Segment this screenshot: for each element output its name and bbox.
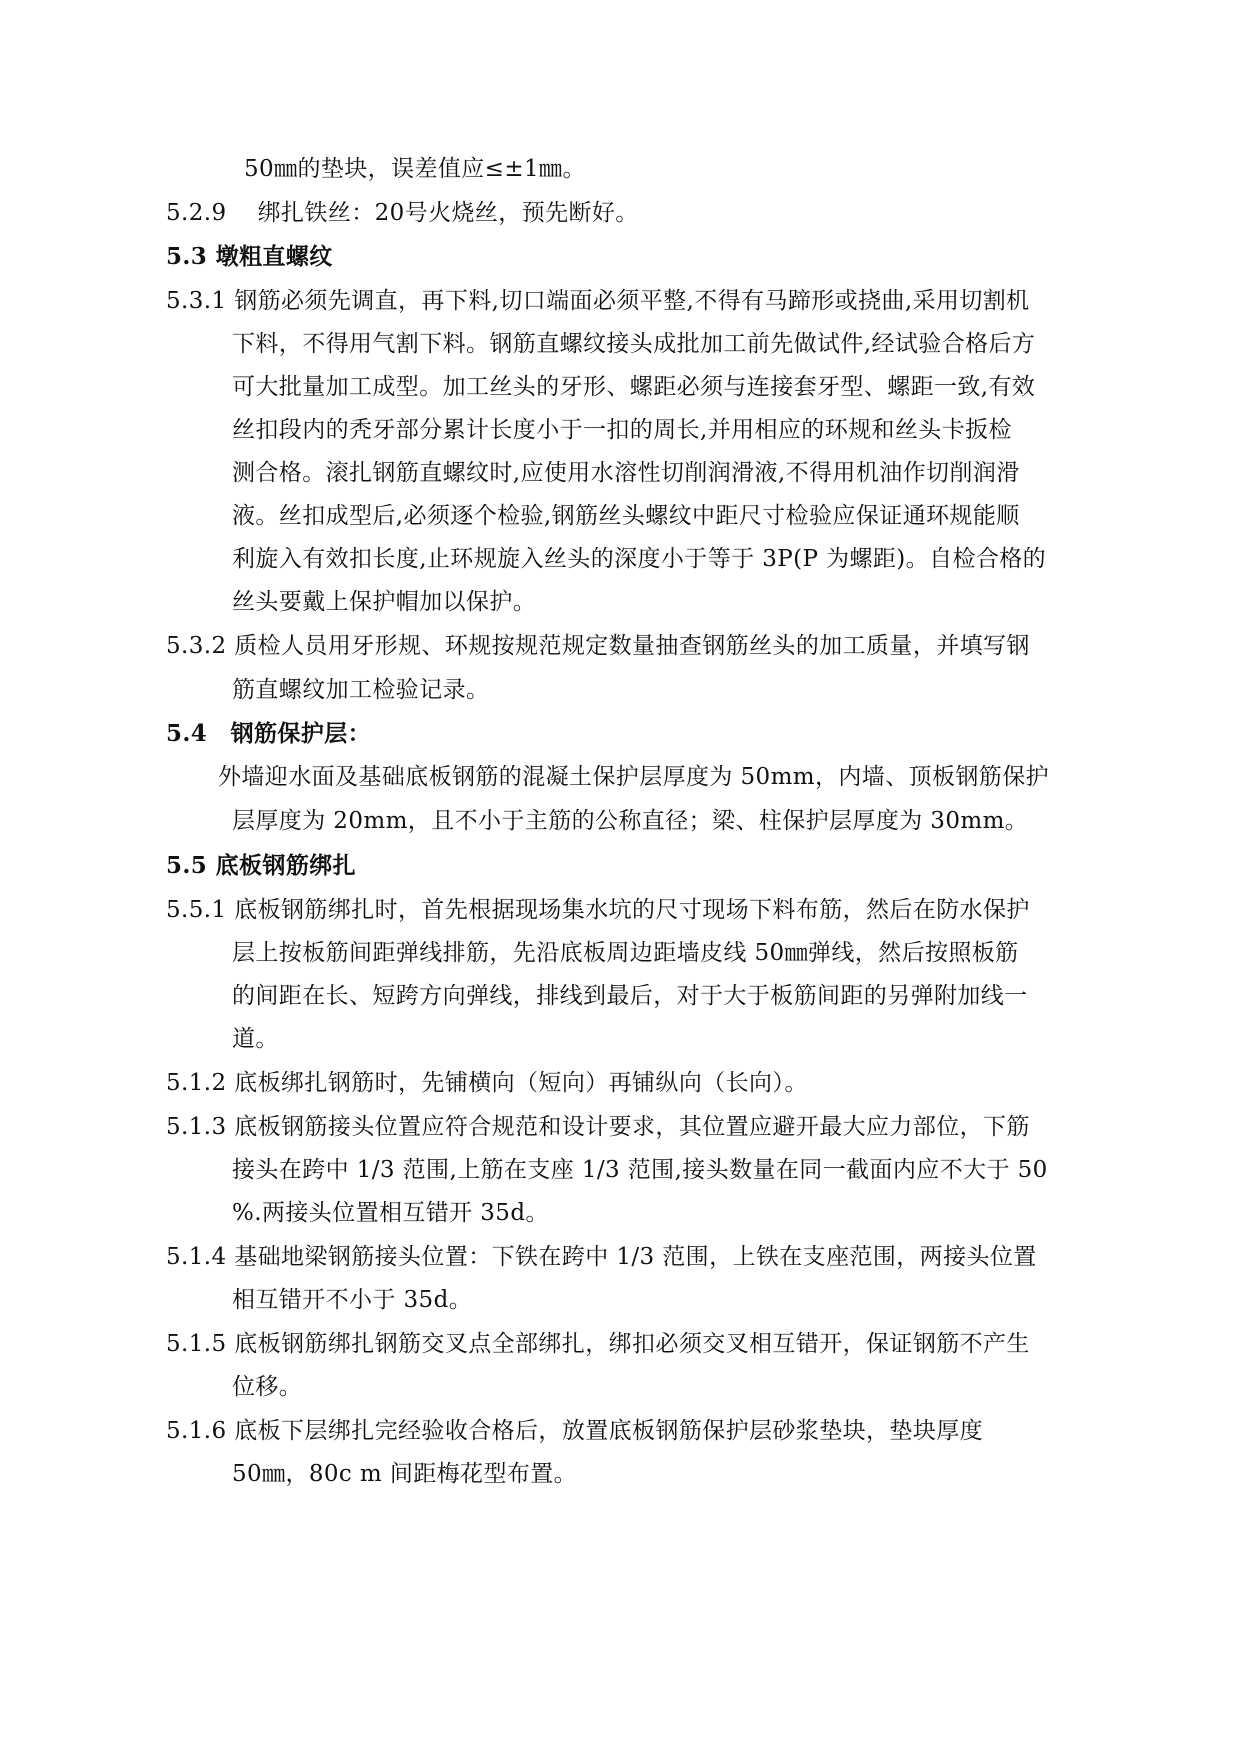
text-line: 5.5.1 底板钢筋绑扎时，首先根据现场集水坑的尺寸现场下料布筋，然后在防水保护 xyxy=(166,897,1030,923)
text-line: 筋直螺纹加工检验记录。 xyxy=(232,677,490,703)
text-line: 5.3.1 钢筋必须先调直，再下料,切口端面必须平整,不得有马蹄形或挠曲,采用切割机 xyxy=(166,288,1030,314)
text-line: 5.3.2 质检人员用牙形规、环规按规范规定数量抽查钢筋丝头的加工质量，并填写钢 xyxy=(166,633,1030,659)
text-line: 外墙迎水面及基础底板钢筋的混凝土保护层厚度为 50mm，内墙、顶板钢筋保护 xyxy=(218,764,1049,790)
section-heading-5-4: 5.4 钢筋保护层： xyxy=(166,720,372,747)
text-line: 接头在跨中 1/3 范围,上筋在支座 1/3 范围,接头数量在同一截面内应不大于 50 xyxy=(232,1157,1048,1183)
section-heading-5-5: 5.5 底板钢筋绑扎 xyxy=(166,852,357,879)
text-line: 丝头要戴上保护帽加以保护。 xyxy=(232,589,537,615)
text-line: 层厚度为 20mm，且不小于主筋的公称直径；梁、柱保护层厚度为 30mm。 xyxy=(232,808,1029,834)
text-line: 5.1.4 基础地梁钢筋接头位置：下铁在跨中 1/3 范围，上铁在支座范围，两接头位置 xyxy=(166,1244,1037,1270)
text-line: 5.1.6 底板下层绑扎完经验收合格后，放置底板钢筋保护层砂浆垫块，垫块厚度 xyxy=(166,1418,984,1444)
text-line: 液。丝扣成型后,必须逐个检验,钢筋丝头螺纹中距尺寸检验应保证通环规能顺 xyxy=(232,503,1020,529)
text-line: 相互错开不小于 35d。 xyxy=(232,1287,473,1313)
text-line: 的间距在长、短跨方向弹线，排线到最后，对于大于板筋间距的另弹附加线一 xyxy=(232,983,1028,1009)
text-line: 50㎜的垫块，误差值应≤±1㎜。 xyxy=(244,156,586,182)
section-heading-5-3: 5.3 墩粗直螺纹 xyxy=(166,243,333,270)
text-line: 下料，不得用气割下料。钢筋直螺纹接头成批加工前先做试件,经试验合格后方 xyxy=(232,331,1036,357)
text-line: 层上按板筋间距弹线排筋，先沿底板周边距墙皮线 50㎜弹线，然后按照板筋 xyxy=(232,940,1019,966)
text-line: %.两接头位置相互错开 35d。 xyxy=(232,1200,549,1226)
text-line: 利旋入有效扣长度,止环规旋入丝头的深度小于等于 3P(P 为螺距)。自检合格的 xyxy=(232,546,1047,572)
text-line: 5.1.3 底板钢筋接头位置应符合规范和设计要求，其位置应避开最大应力部位，下筋 xyxy=(166,1114,1030,1140)
clause-5-2-9: 5.2.9 绑扎铁丝：20号火烧丝，预先断好。 xyxy=(166,200,639,226)
text-line: 位移。 xyxy=(232,1374,303,1400)
text-line: 50㎜，80c m 间距梅花型布置。 xyxy=(232,1461,578,1487)
clause-5-1-2: 5.1.2 底板绑扎钢筋时，先铺横向（短向）再铺纵向（长向）。 xyxy=(166,1070,808,1096)
text-line: 5.1.5 底板钢筋绑扎钢筋交叉点全部绑扎，绑扣必须交叉相互错开，保证钢筋不产生 xyxy=(166,1331,1030,1357)
text-line: 测合格。滚扎钢筋直螺纹时,应使用水溶性切削润滑液,不得用机油作切削润滑 xyxy=(232,460,1020,486)
text-line: 可大批量加工成型。加工丝头的牙形、螺距必须与连接套牙型、螺距一致,有效 xyxy=(232,374,1036,400)
text-line: 道。 xyxy=(232,1026,279,1052)
text-line: 丝扣段内的秃牙部分累计长度小于一扣的周长,并用相应的环规和丝头卡扳检 xyxy=(232,417,1012,443)
